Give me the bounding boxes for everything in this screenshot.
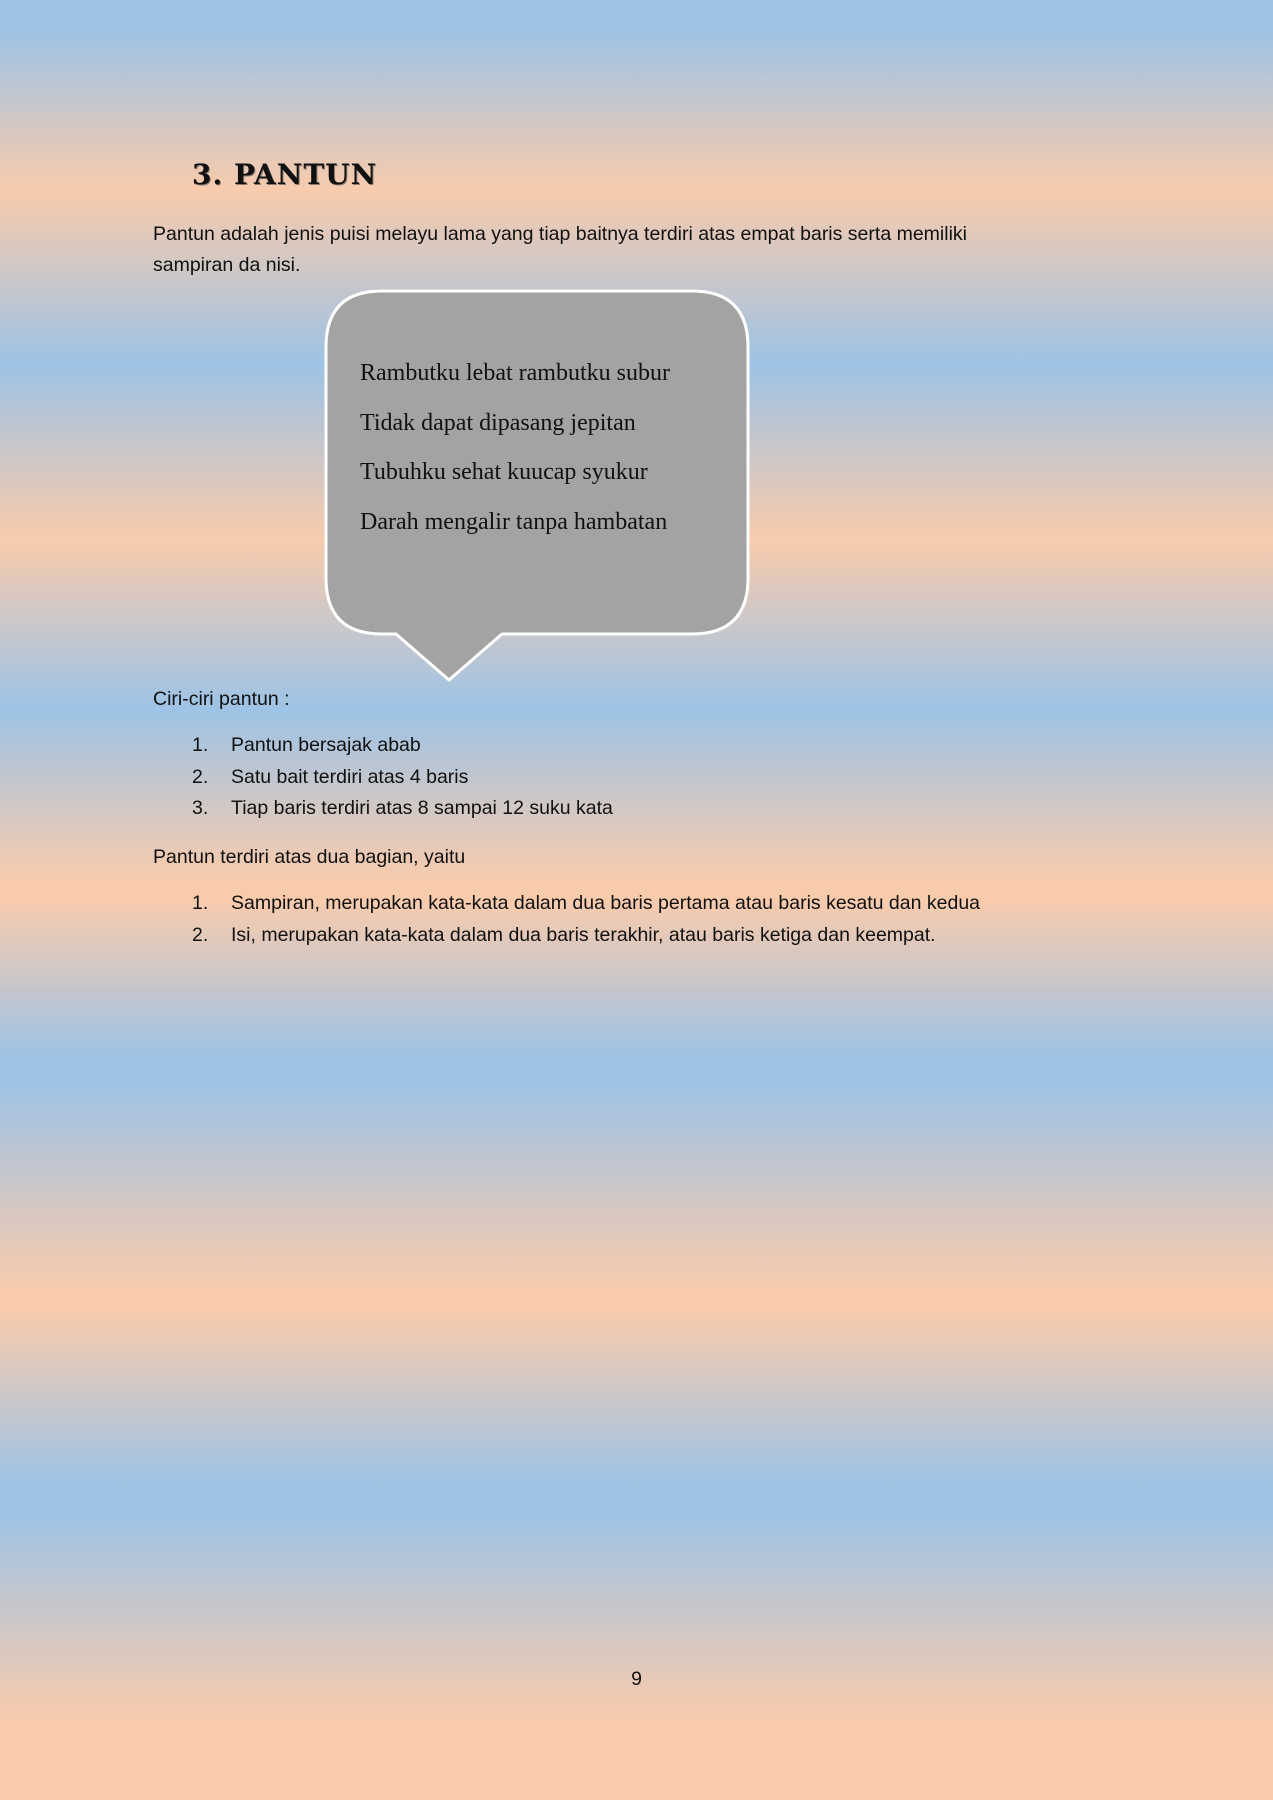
list-text: Satu bait terdiri atas 4 baris (231, 765, 469, 788)
list-item (192, 762, 613, 794)
parts-list (192, 888, 980, 951)
list-number: 2. (192, 765, 209, 788)
list-number: 1. (192, 734, 209, 756)
list-item (192, 920, 980, 952)
list-number: 3. (192, 797, 209, 819)
page-number: 9 (631, 1668, 642, 1690)
intro-paragraph (153, 219, 1093, 281)
poem-line: Rambutku lebat rambutku subur (360, 360, 670, 386)
list-item (192, 888, 980, 920)
poem-line: Darah mengalir tanpa hambatan (360, 508, 668, 535)
characteristics-label: Ciri-ciri pantun : (153, 688, 290, 710)
pantun-poem (360, 349, 670, 547)
parts-label: Pantun terdiri atas dua bagian, yaitu (153, 846, 466, 868)
list-text: Tiap baris terdiri atas 8 sampai 12 suku kata (231, 797, 613, 819)
list-item (192, 730, 613, 762)
section-heading: 3. PANTUN (192, 158, 378, 191)
intro-line-2: sampiran da nisi. (153, 254, 301, 276)
list-text: Pantun bersajak abab (231, 734, 421, 756)
list-text: Sampiran, merupakan kata-kata dalam dua baris pertama atau baris kesatu dan kedua (231, 892, 981, 914)
list-number: 1. (192, 892, 209, 914)
characteristics-list (192, 730, 613, 825)
intro-line-1: Pantun adalah jenis puisi melayu lama yang tiap baitnya terdiri atas empat baris serta memiliki (153, 223, 967, 245)
list-item (192, 793, 613, 825)
list-text: Isi, merupakan kata-kata dalam dua baris terakhir, atau baris ketiga dan keempat. (231, 923, 936, 946)
pantun-callout (324, 289, 750, 682)
poem-line: Tubuhku sehat kuucap syukur (360, 459, 648, 485)
poem-line: Tidak dapat dipasang jepitan (360, 409, 636, 436)
list-number: 2. (192, 923, 209, 946)
